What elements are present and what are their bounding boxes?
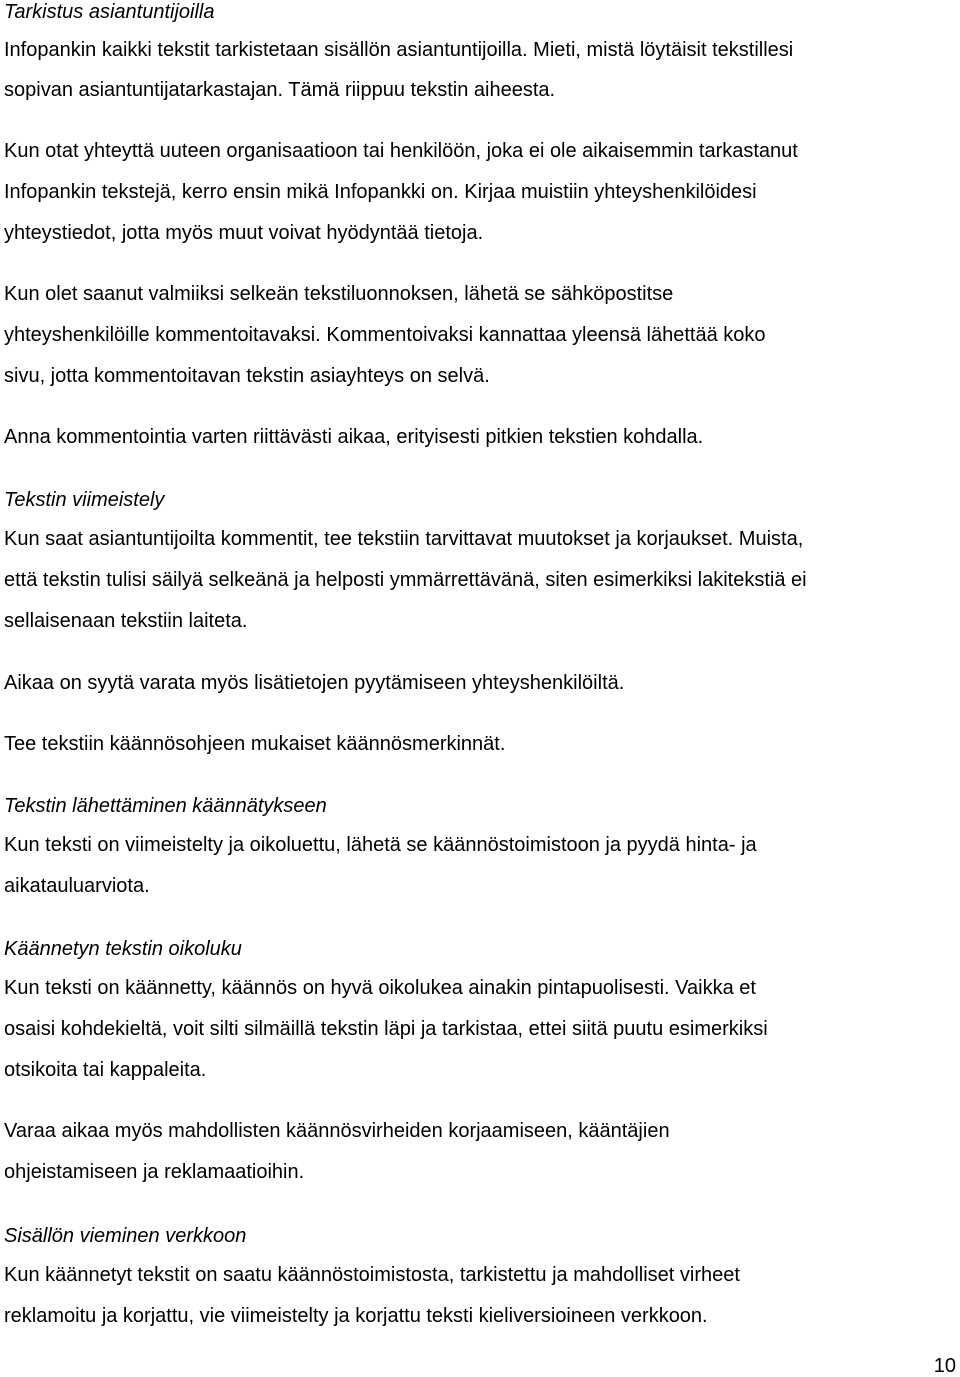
text-line: ohjeistamiseen ja reklamaatioihin. <box>4 1161 305 1183</box>
text-line: Kun olet saanut valmiiksi selkeän tekstiluonnoksen, lähetä se sähköpostitse <box>4 283 674 305</box>
text-line: yhteyshenkilöille kommentoitavaksi. Kommentoivaksi kannattaa yleensä lähettää koko <box>4 324 766 346</box>
text-line: Infopankin tekstejä, kerro ensin mikä Infopankki on. Kirjaa muistiin yhteyshenkilöidesi <box>4 181 757 203</box>
text-line: yhteystiedot, jotta myös muut voivat hyödyntää tietoja. <box>4 222 484 244</box>
text-line: sellaisenaan tekstiin laiteta. <box>4 610 248 632</box>
text-line: otsikoita tai kappaleita. <box>4 1059 207 1081</box>
text-line: Kun käännetyt tekstit on saatu käännöstoimistosta, tarkistettu ja mahdolliset virheet <box>4 1264 740 1286</box>
text-line: Varaa aikaa myös mahdollisten käännösvirheiden korjaamiseen, kääntäjien <box>4 1120 670 1142</box>
text-line: Kun otat yhteyttä uuteen organisaatioon tai henkilöön, joka ei ole aikaisemmin tarkastanut <box>4 140 798 162</box>
text-line: sivu, jotta kommentoitavan tekstin asiayhteys on selvä. <box>4 365 490 387</box>
text-line: osaisi kohdekieltä, voit silti silmäillä tekstin läpi ja tarkistaa, ettei siitä puutu esimerkiksi <box>4 1018 768 1040</box>
text-line: Aikaa on syytä varata myös lisätietojen pyytämiseen yhteyshenkilöiltä. <box>4 672 625 694</box>
text-line: reklamoitu ja korjattu, vie viimeistelty ja korjattu teksti kieliversioineen verkkoon. <box>4 1305 708 1327</box>
text-line: sopivan asiantuntijatarkastajan. Tämä riippuu tekstin aiheesta. <box>4 79 556 101</box>
page-number: 10 <box>933 1355 956 1377</box>
section-heading: Tarkistus asiantuntijoilla <box>4 1 215 23</box>
text-line: Infopankin kaikki tekstit tarkistetaan sisällön asiantuntijoilla. Mieti, mistä löytäisit tekstillesi <box>4 39 794 61</box>
section-heading: Tekstin viimeistely <box>4 489 165 511</box>
text-line: aikatauluarviota. <box>4 875 150 897</box>
text-line: Kun teksti on viimeistelty ja oikoluettu, lähetä se käännöstoimistoon ja pyydä hinta- ja <box>4 834 757 856</box>
text-line: että tekstin tulisi säilyä selkeänä ja helposti ymmärrettävänä, siten esimerkiksi lakitekstiä ei <box>4 569 807 591</box>
text-line: Kun teksti on käännetty, käännös on hyvä oikolukea ainakin pintapuolisesti. Vaikka et <box>4 977 756 999</box>
section-heading: Sisällön vieminen verkkoon <box>4 1225 247 1247</box>
section-heading: Tekstin lähettäminen käännätykseen <box>4 795 327 817</box>
section-heading: Käännetyn tekstin oikoluku <box>4 938 242 960</box>
text-line: Tee tekstiin käännösohjeen mukaiset käännösmerkinnät. <box>4 733 506 755</box>
text-line: Anna kommentointia varten riittävästi aikaa, erityisesti pitkien tekstien kohdalla. <box>4 426 704 448</box>
text-line: Kun saat asiantuntijoilta kommentit, tee tekstiin tarvittavat muutokset ja korjaukset. Muista, <box>4 528 804 550</box>
